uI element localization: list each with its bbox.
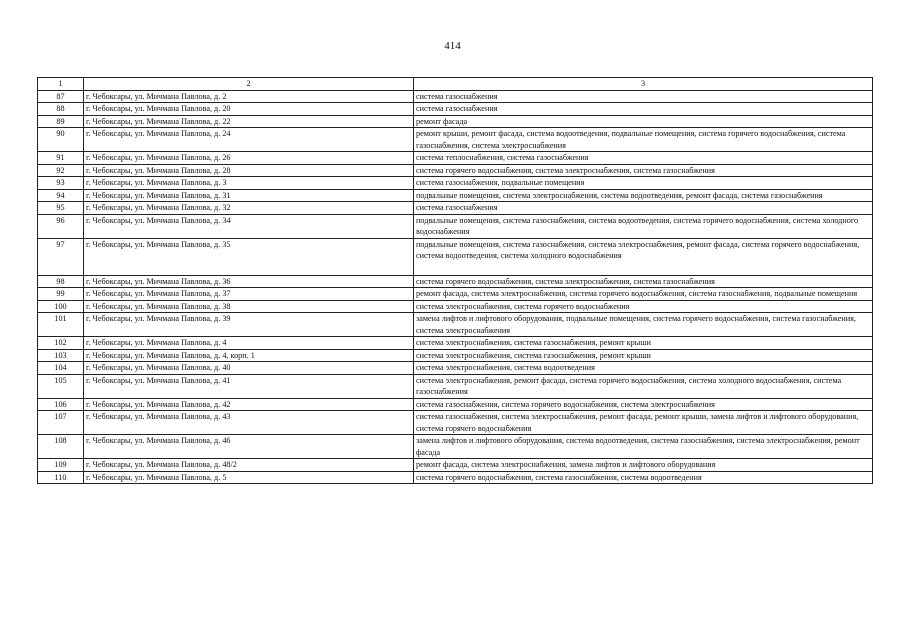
row-number: 93 <box>38 177 84 190</box>
column-header-3: 3 <box>414 78 873 91</box>
row-address: г. Чебоксары, ул. Мичмана Павлова, д. 28 <box>84 164 414 177</box>
row-number: 98 <box>38 275 84 288</box>
table-row <box>38 349 873 362</box>
row-works: система горячего водоснабжения, система электроснабжения, система газоснабжения <box>414 275 873 288</box>
table-row <box>38 202 873 215</box>
column-header-1: 1 <box>38 78 84 91</box>
table-row <box>38 411 873 435</box>
row-works: система электроснабжения, ремонт фасада, система горячего водоснабжения, система холодного водоснабжения, система газоснабжения <box>414 374 873 398</box>
row-works: система электроснабжения, система водоотведения <box>414 362 873 375</box>
row-works: система газоснабжения, система горячего водоснабжения, система электроснабжения <box>414 398 873 411</box>
row-address: г. Чебоксары, ул. Мичмана Павлова, д. 40 <box>84 362 414 375</box>
row-number: 108 <box>38 435 84 459</box>
row-number: 104 <box>38 362 84 375</box>
row-address: г. Чебоксары, ул. Мичмана Павлова, д. 3 <box>84 177 414 190</box>
row-number: 106 <box>38 398 84 411</box>
row-number: 110 <box>38 471 84 484</box>
row-works: подвальные помещения, система электроснабжения, система водоотведения, ремонт фасада, система газоснабжения <box>414 189 873 202</box>
table-row <box>38 238 873 275</box>
row-works: система теплоснабжения, система газоснабжения <box>414 152 873 165</box>
row-works: ремонт фасада <box>414 115 873 128</box>
table-row <box>38 103 873 116</box>
row-address: г. Чебоксары, ул. Мичмана Павлова, д. 24 <box>84 128 414 152</box>
row-works: система электроснабжения, система газоснабжения, ремонт крыши <box>414 349 873 362</box>
row-works: система электроснабжения, система горячего водоснабжения <box>414 300 873 313</box>
row-works: ремонт крыши, ремонт фасада, система водоотведения, подвальные помещения, система горячего водоснабжения, система газоснабжения, система электроснабжения <box>414 128 873 152</box>
row-number: 94 <box>38 189 84 202</box>
row-address: г. Чебоксары, ул. Мичмана Павлова, д. 5 <box>84 471 414 484</box>
row-works: система электроснабжения, система газоснабжения, ремонт крыши <box>414 337 873 350</box>
row-address: г. Чебоксары, ул. Мичмана Павлова, д. 35 <box>84 238 414 275</box>
row-works: система газоснабжения, система электроснабжения, ремонт фасада, ремонт крыши, замена лифтов и лифтового оборудования, система горячего водоснабжения <box>414 411 873 435</box>
row-number: 97 <box>38 238 84 275</box>
row-works: ремонт фасада, система электроснабжения, замена лифтов и лифтового оборудования <box>414 459 873 472</box>
row-number: 91 <box>38 152 84 165</box>
row-works: система горячего водоснабжения, система газоснабжения, система водоотведения <box>414 471 873 484</box>
row-address: г. Чебоксары, ул. Мичмана Павлова, д. 42 <box>84 398 414 411</box>
row-number: 92 <box>38 164 84 177</box>
table-row <box>38 471 873 484</box>
table-row <box>38 398 873 411</box>
table-row <box>38 459 873 472</box>
table-header-row <box>38 78 873 91</box>
works-table <box>37 77 873 484</box>
row-number: 90 <box>38 128 84 152</box>
row-address: г. Чебоксары, ул. Мичмана Павлова, д. 41 <box>84 374 414 398</box>
row-address: г. Чебоксары, ул. Мичмана Павлова, д. 48/2 <box>84 459 414 472</box>
row-works: система горячего водоснабжения, система электроснабжения, система газоснабжения <box>414 164 873 177</box>
row-works: подвальные помещения, система газоснабжения, система водоотведения, система горячего водоснабжения, система холодного водоснабжения <box>414 214 873 238</box>
row-address: г. Чебоксары, ул. Мичмана Павлова, д. 43 <box>84 411 414 435</box>
row-address: г. Чебоксары, ул. Мичмана Павлова, д. 39 <box>84 313 414 337</box>
table-row <box>38 128 873 152</box>
table-row <box>38 152 873 165</box>
row-number: 103 <box>38 349 84 362</box>
row-number: 95 <box>38 202 84 215</box>
row-address: г. Чебоксары, ул. Мичмана Павлова, д. 26 <box>84 152 414 165</box>
row-number: 109 <box>38 459 84 472</box>
row-works: ремонт фасада, система электроснабжения, система горячего водоснабжения, система газоснабжения, подвальные помещения <box>414 288 873 301</box>
row-address: г. Чебоксары, ул. Мичмана Павлова, д. 20 <box>84 103 414 116</box>
row-number: 88 <box>38 103 84 116</box>
table-row <box>38 214 873 238</box>
table-row <box>38 374 873 398</box>
table-row <box>38 90 873 103</box>
row-number: 105 <box>38 374 84 398</box>
row-address: г. Чебоксары, ул. Мичмана Павлова, д. 46 <box>84 435 414 459</box>
row-address: г. Чебоксары, ул. Мичмана Павлова, д. 38 <box>84 300 414 313</box>
row-number: 107 <box>38 411 84 435</box>
row-address: г. Чебоксары, ул. Мичмана Павлова, д. 22 <box>84 115 414 128</box>
row-number: 101 <box>38 313 84 337</box>
row-number: 96 <box>38 214 84 238</box>
row-address: г. Чебоксары, ул. Мичмана Павлова, д. 4 <box>84 337 414 350</box>
row-address: г. Чебоксары, ул. Мичмана Павлова, д. 37 <box>84 288 414 301</box>
row-number: 100 <box>38 300 84 313</box>
row-number: 89 <box>38 115 84 128</box>
table-row <box>38 300 873 313</box>
row-address: г. Чебоксары, ул. Мичмана Павлова, д. 4, корп. 1 <box>84 349 414 362</box>
table-row <box>38 275 873 288</box>
column-header-2: 2 <box>84 78 414 91</box>
row-address: г. Чебоксары, ул. Мичмана Павлова, д. 31 <box>84 189 414 202</box>
table-row <box>38 435 873 459</box>
row-works: подвальные помещения, система газоснабжения, система электроснабжения, ремонт фасада, система горячего водоснабжения, система водоотведения, система холодного водоснабжения <box>414 238 873 275</box>
row-address: г. Чебоксары, ул. Мичмана Павлова, д. 36 <box>84 275 414 288</box>
table-row <box>38 288 873 301</box>
table-row <box>38 362 873 375</box>
row-works: система газоснабжения, подвальные помещения <box>414 177 873 190</box>
row-works: замена лифтов и лифтового оборудования, система водоотведения, система газоснабжения, система электроснабжения, ремонт фасада <box>414 435 873 459</box>
table-row <box>38 337 873 350</box>
row-works: замена лифтов и лифтового оборудования, подвальные помещения, система горячего водоснабжения, система газоснабжения, система электроснабжения <box>414 313 873 337</box>
row-number: 99 <box>38 288 84 301</box>
row-works: система газоснабжения <box>414 202 873 215</box>
row-address: г. Чебоксары, ул. Мичмана Павлова, д. 2 <box>84 90 414 103</box>
row-works: система газоснабжения <box>414 103 873 116</box>
row-number: 102 <box>38 337 84 350</box>
table-row <box>38 164 873 177</box>
row-address: г. Чебоксары, ул. Мичмана Павлова, д. 34 <box>84 214 414 238</box>
table-row <box>38 115 873 128</box>
row-works: система газоснабжения <box>414 90 873 103</box>
page-number: 414 <box>444 40 461 52</box>
table-row <box>38 189 873 202</box>
table-row <box>38 313 873 337</box>
row-address: г. Чебоксары, ул. Мичмана Павлова, д. 32 <box>84 202 414 215</box>
table-row <box>38 177 873 190</box>
row-number: 87 <box>38 90 84 103</box>
